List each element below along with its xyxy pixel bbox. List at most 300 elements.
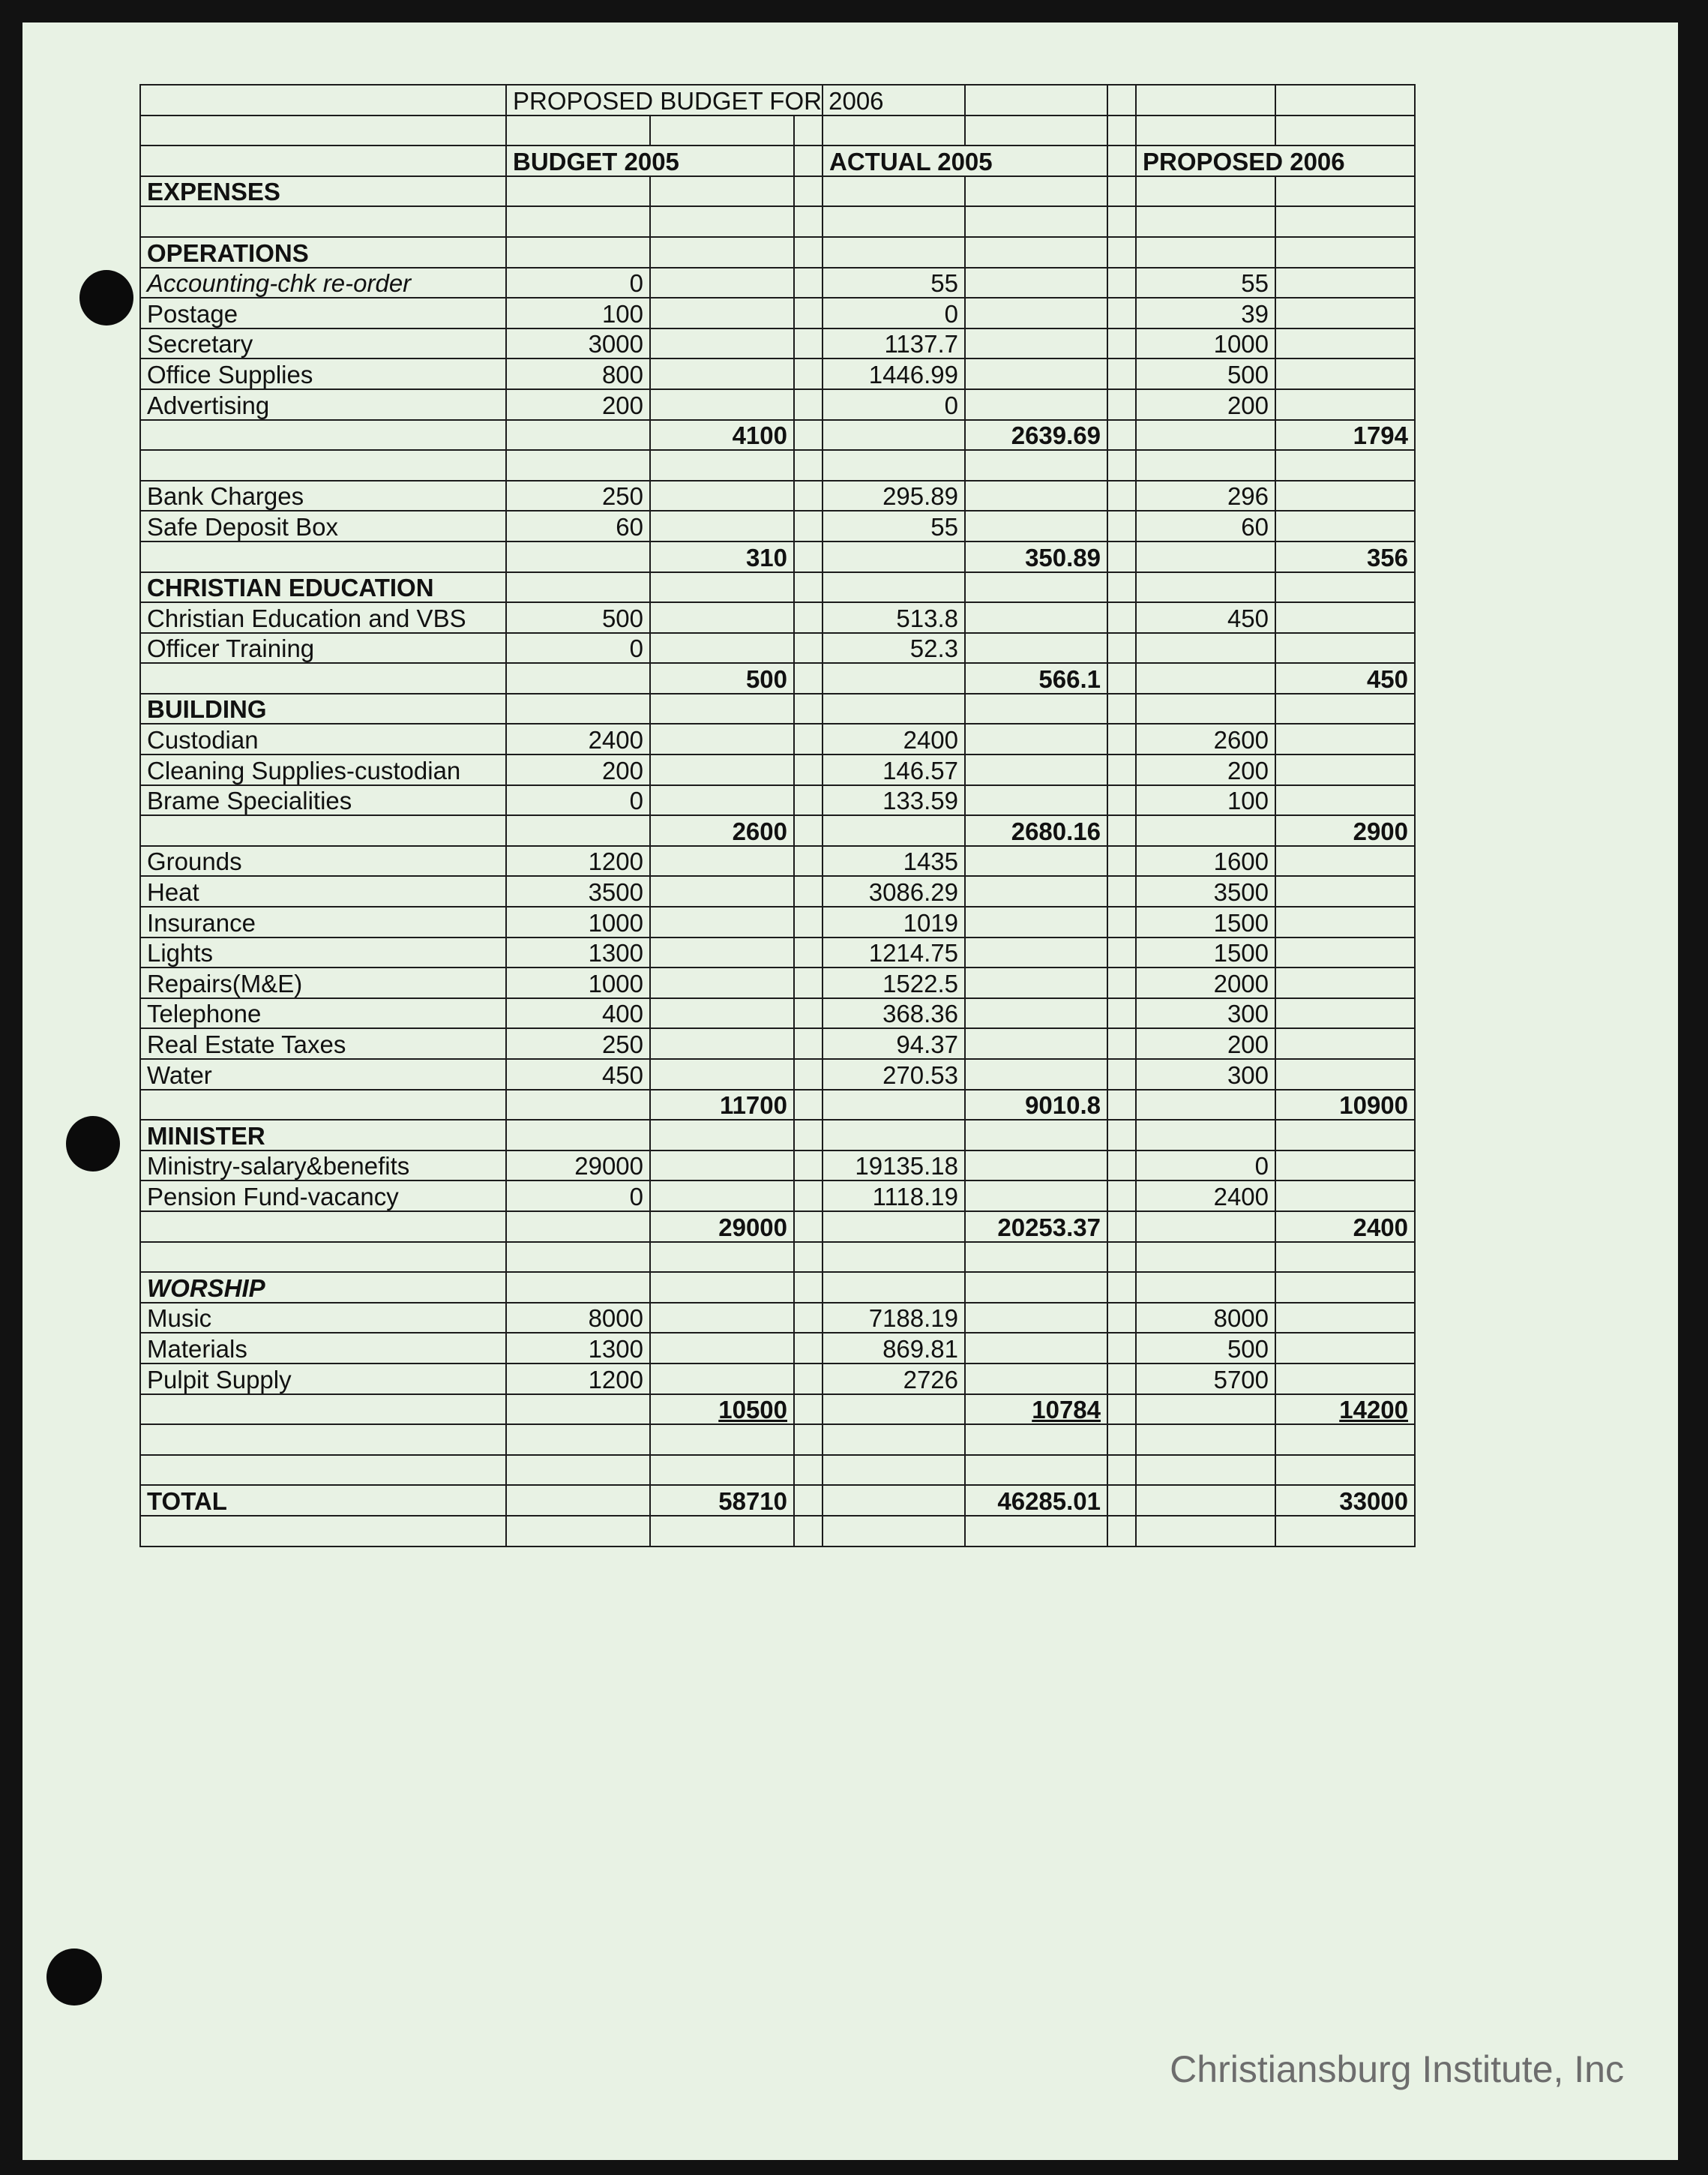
table-row bbox=[140, 724, 1415, 754]
actual-2005-item bbox=[823, 206, 965, 237]
budget-2005-item: 1200 bbox=[506, 846, 650, 877]
budget-2005-subtotal bbox=[650, 694, 794, 724]
table-row bbox=[140, 1516, 1415, 1546]
budget-2005-item bbox=[506, 572, 650, 603]
actual-2005-item: 295.89 bbox=[823, 481, 965, 512]
proposed-2006-item: 39 bbox=[1136, 298, 1275, 328]
gap bbox=[794, 1424, 823, 1455]
budget-2005-item: 29000 bbox=[506, 1150, 650, 1181]
gap bbox=[1107, 663, 1136, 694]
line-item-label: Bank Charges bbox=[140, 481, 506, 512]
proposed-2006-subtotal bbox=[1275, 694, 1415, 724]
proposed-2006-subtotal bbox=[1275, 328, 1415, 359]
proposed-2006-item: 2600 bbox=[1136, 724, 1275, 754]
budget-2005-item bbox=[506, 1485, 650, 1516]
proposed-2006-subtotal bbox=[1275, 511, 1415, 542]
line-item-label: Music bbox=[140, 1303, 506, 1334]
line-item-label: BUILDING bbox=[140, 694, 506, 724]
actual-2005-item: 52.3 bbox=[823, 633, 965, 664]
budget-2005-subtotal bbox=[650, 1150, 794, 1181]
actual-2005-subtotal bbox=[965, 1364, 1107, 1394]
proposed-2006-item: 2400 bbox=[1136, 1180, 1275, 1211]
proposed-2006-subtotal bbox=[1275, 1303, 1415, 1334]
table-row bbox=[140, 938, 1415, 968]
budget-2005-subtotal bbox=[650, 176, 794, 207]
budget-2005-subtotal bbox=[650, 633, 794, 664]
proposed-2006-subtotal bbox=[1275, 1150, 1415, 1181]
table-row bbox=[140, 1059, 1415, 1090]
proposed-2006-item: 296 bbox=[1136, 481, 1275, 512]
budget-2005-item bbox=[506, 1272, 650, 1303]
budget-2005-item bbox=[506, 1090, 650, 1120]
gap bbox=[1107, 602, 1136, 633]
actual-2005-item bbox=[823, 542, 965, 572]
gap bbox=[794, 268, 823, 298]
actual-2005-subtotal: 10784 bbox=[965, 1394, 1107, 1425]
gap bbox=[794, 846, 823, 877]
actual-2005-subtotal bbox=[965, 268, 1107, 298]
proposed-2006-subtotal: 450 bbox=[1275, 663, 1415, 694]
proposed-2006-subtotal bbox=[1275, 785, 1415, 816]
gap bbox=[1107, 1180, 1136, 1211]
line-item-label bbox=[140, 420, 506, 451]
actual-2005-subtotal bbox=[965, 206, 1107, 237]
proposed-2006-item: 1500 bbox=[1136, 938, 1275, 968]
table-row bbox=[140, 511, 1415, 542]
table-row bbox=[140, 542, 1415, 572]
actual-2005-subtotal bbox=[965, 876, 1107, 907]
table-row bbox=[140, 633, 1415, 664]
actual-2005-item bbox=[823, 1211, 965, 1242]
proposed-2006-item: 5700 bbox=[1136, 1364, 1275, 1394]
gap bbox=[794, 724, 823, 754]
budget-2005-subtotal bbox=[650, 938, 794, 968]
proposed-2006-subtotal bbox=[1275, 389, 1415, 420]
actual-2005-item bbox=[823, 694, 965, 724]
proposed-2006-subtotal: 1794 bbox=[1275, 420, 1415, 451]
table-row bbox=[140, 1028, 1415, 1059]
proposed-2006-item: 500 bbox=[1136, 1333, 1275, 1364]
gap bbox=[1107, 1364, 1136, 1394]
table-row bbox=[140, 1364, 1415, 1394]
actual-2005-item: 0 bbox=[823, 298, 965, 328]
table-row bbox=[140, 998, 1415, 1029]
budget-2005-item: 1300 bbox=[506, 938, 650, 968]
actual-2005-item: 2726 bbox=[823, 1364, 965, 1394]
actual-2005-item: 1446.99 bbox=[823, 358, 965, 389]
budget-2005-subtotal bbox=[650, 1424, 794, 1455]
line-item-label: Christian Education and VBS bbox=[140, 602, 506, 633]
budget-2005-subtotal bbox=[650, 1180, 794, 1211]
budget-2005-subtotal: 2600 bbox=[650, 815, 794, 846]
table-row bbox=[140, 268, 1415, 298]
actual-2005-subtotal bbox=[965, 1059, 1107, 1090]
spacer-row bbox=[140, 116, 1415, 146]
gap bbox=[1107, 1242, 1136, 1273]
gap bbox=[794, 602, 823, 633]
actual-2005-subtotal bbox=[965, 754, 1107, 785]
actual-2005-item bbox=[823, 1516, 965, 1546]
budget-2005-item: 400 bbox=[506, 998, 650, 1029]
gap bbox=[794, 328, 823, 359]
budget-2005-item bbox=[506, 206, 650, 237]
budget-2005-item: 1000 bbox=[506, 907, 650, 938]
budget-2005-subtotal bbox=[650, 1364, 794, 1394]
column-header-proposed-2006: PROPOSED 2006 bbox=[1136, 146, 1415, 176]
proposed-2006-subtotal bbox=[1275, 998, 1415, 1029]
actual-2005-item: 55 bbox=[823, 511, 965, 542]
actual-2005-subtotal bbox=[965, 938, 1107, 968]
gap bbox=[794, 1120, 823, 1150]
budget-2005-subtotal bbox=[650, 1516, 794, 1546]
actual-2005-item: 1522.5 bbox=[823, 968, 965, 998]
actual-2005-item bbox=[823, 1394, 965, 1425]
line-item-label bbox=[140, 1455, 506, 1486]
gap bbox=[794, 1394, 823, 1425]
gap bbox=[1107, 968, 1136, 998]
gap bbox=[794, 1364, 823, 1394]
title-row bbox=[140, 85, 1415, 116]
budget-2005-item: 250 bbox=[506, 481, 650, 512]
actual-2005-item: 869.81 bbox=[823, 1333, 965, 1364]
gap bbox=[794, 1272, 823, 1303]
gap bbox=[794, 298, 823, 328]
proposed-2006-subtotal bbox=[1275, 907, 1415, 938]
actual-2005-item: 0 bbox=[823, 389, 965, 420]
proposed-2006-subtotal bbox=[1275, 1455, 1415, 1486]
actual-2005-subtotal bbox=[965, 1333, 1107, 1364]
budget-2005-item: 0 bbox=[506, 633, 650, 664]
line-item-label: Safe Deposit Box bbox=[140, 511, 506, 542]
budget-title: PROPOSED BUDGET FOR 2006 bbox=[506, 85, 823, 116]
proposed-2006-item bbox=[1136, 237, 1275, 268]
actual-2005-subtotal bbox=[965, 1242, 1107, 1273]
budget-2005-subtotal bbox=[650, 328, 794, 359]
budget-2005-item bbox=[506, 420, 650, 451]
actual-2005-subtotal bbox=[965, 237, 1107, 268]
actual-2005-item bbox=[823, 1485, 965, 1516]
table-row bbox=[140, 1272, 1415, 1303]
budget-2005-item bbox=[506, 1394, 650, 1425]
gap bbox=[794, 237, 823, 268]
budget-2005-item: 200 bbox=[506, 754, 650, 785]
gap bbox=[794, 876, 823, 907]
gap bbox=[1107, 542, 1136, 572]
actual-2005-subtotal bbox=[965, 846, 1107, 877]
table-row bbox=[140, 1211, 1415, 1242]
proposed-2006-item: 55 bbox=[1136, 268, 1275, 298]
proposed-2006-subtotal bbox=[1275, 1424, 1415, 1455]
actual-2005-subtotal bbox=[965, 907, 1107, 938]
gap bbox=[1107, 1485, 1136, 1516]
gap bbox=[1107, 1455, 1136, 1486]
actual-2005-subtotal bbox=[965, 450, 1107, 481]
actual-2005-item: 3086.29 bbox=[823, 876, 965, 907]
proposed-2006-item: 0 bbox=[1136, 1150, 1275, 1181]
budget-2005-item: 3500 bbox=[506, 876, 650, 907]
proposed-2006-item bbox=[1136, 572, 1275, 603]
gap bbox=[794, 694, 823, 724]
actual-2005-subtotal bbox=[965, 1455, 1107, 1486]
gap bbox=[794, 542, 823, 572]
proposed-2006-item: 3500 bbox=[1136, 876, 1275, 907]
line-item-label: WORSHIP bbox=[140, 1272, 506, 1303]
actual-2005-subtotal bbox=[965, 1303, 1107, 1334]
gap bbox=[1107, 785, 1136, 816]
actual-2005-subtotal bbox=[965, 481, 1107, 512]
gap bbox=[794, 389, 823, 420]
gap bbox=[1107, 450, 1136, 481]
budget-2005-subtotal bbox=[650, 450, 794, 481]
proposed-2006-subtotal bbox=[1275, 724, 1415, 754]
line-item-label: Heat bbox=[140, 876, 506, 907]
budget-2005-item bbox=[506, 450, 650, 481]
gap bbox=[794, 938, 823, 968]
gap bbox=[1107, 268, 1136, 298]
proposed-2006-item: 100 bbox=[1136, 785, 1275, 816]
budget-2005-subtotal bbox=[650, 511, 794, 542]
proposed-2006-subtotal bbox=[1275, 876, 1415, 907]
proposed-2006-item bbox=[1136, 1272, 1275, 1303]
budget-2005-subtotal bbox=[650, 1272, 794, 1303]
budget-2005-item: 200 bbox=[506, 389, 650, 420]
table-row bbox=[140, 450, 1415, 481]
proposed-2006-item bbox=[1136, 450, 1275, 481]
proposed-2006-item bbox=[1136, 542, 1275, 572]
actual-2005-subtotal bbox=[965, 724, 1107, 754]
line-item-label: OPERATIONS bbox=[140, 237, 506, 268]
actual-2005-item bbox=[823, 815, 965, 846]
line-item-label bbox=[140, 1090, 506, 1120]
actual-2005-item bbox=[823, 1242, 965, 1273]
proposed-2006-subtotal: 14200 bbox=[1275, 1394, 1415, 1425]
gap bbox=[794, 633, 823, 664]
actual-2005-item: 1214.75 bbox=[823, 938, 965, 968]
actual-2005-subtotal bbox=[965, 633, 1107, 664]
line-item-label: Lights bbox=[140, 938, 506, 968]
budget-2005-subtotal bbox=[650, 754, 794, 785]
actual-2005-subtotal bbox=[965, 1028, 1107, 1059]
table-row bbox=[140, 1120, 1415, 1150]
budget-2005-item bbox=[506, 1120, 650, 1150]
gap bbox=[1107, 1090, 1136, 1120]
gap bbox=[1107, 206, 1136, 237]
gap bbox=[794, 1211, 823, 1242]
actual-2005-item bbox=[823, 1090, 965, 1120]
line-item-label: Materials bbox=[140, 1333, 506, 1364]
line-item-label: Office Supplies bbox=[140, 358, 506, 389]
gap bbox=[794, 1485, 823, 1516]
line-item-label: Cleaning Supplies-custodian bbox=[140, 754, 506, 785]
budget-2005-item bbox=[506, 176, 650, 207]
actual-2005-subtotal bbox=[965, 1424, 1107, 1455]
line-item-label: Pension Fund-vacancy bbox=[140, 1180, 506, 1211]
budget-2005-item bbox=[506, 815, 650, 846]
line-item-label: Grounds bbox=[140, 846, 506, 877]
proposed-2006-subtotal bbox=[1275, 602, 1415, 633]
line-item-label: Custodian bbox=[140, 724, 506, 754]
budget-2005-subtotal bbox=[650, 1455, 794, 1486]
gap bbox=[794, 1090, 823, 1120]
gap bbox=[794, 754, 823, 785]
proposed-2006-subtotal bbox=[1275, 754, 1415, 785]
actual-2005-subtotal bbox=[965, 1120, 1107, 1150]
actual-2005-subtotal: 2639.69 bbox=[965, 420, 1107, 451]
line-item-label: Insurance bbox=[140, 907, 506, 938]
budget-2005-subtotal bbox=[650, 1028, 794, 1059]
proposed-2006-item bbox=[1136, 1090, 1275, 1120]
actual-2005-item bbox=[823, 450, 965, 481]
actual-2005-item bbox=[823, 1424, 965, 1455]
gap bbox=[1107, 1516, 1136, 1546]
table-row bbox=[140, 572, 1415, 603]
proposed-2006-item: 300 bbox=[1136, 998, 1275, 1029]
line-item-label: Repairs(M&E) bbox=[140, 968, 506, 998]
proposed-2006-subtotal bbox=[1275, 358, 1415, 389]
table-row bbox=[140, 907, 1415, 938]
gap bbox=[794, 815, 823, 846]
actual-2005-subtotal bbox=[965, 1150, 1107, 1181]
gap bbox=[794, 420, 823, 451]
budget-2005-subtotal: 310 bbox=[650, 542, 794, 572]
budget-2005-subtotal bbox=[650, 481, 794, 512]
gap bbox=[794, 907, 823, 938]
budget-2005-item bbox=[506, 542, 650, 572]
gap bbox=[794, 358, 823, 389]
budget-2005-item bbox=[506, 237, 650, 268]
gap bbox=[1107, 237, 1136, 268]
proposed-2006-item: 200 bbox=[1136, 389, 1275, 420]
line-item-label bbox=[140, 542, 506, 572]
binder-hole bbox=[79, 270, 133, 326]
proposed-2006-subtotal bbox=[1275, 1242, 1415, 1273]
table-row bbox=[140, 420, 1415, 451]
gap bbox=[1107, 1028, 1136, 1059]
actual-2005-subtotal bbox=[965, 328, 1107, 359]
table-row bbox=[140, 1485, 1415, 1516]
gap bbox=[1107, 694, 1136, 724]
actual-2005-item: 7188.19 bbox=[823, 1303, 965, 1334]
budget-2005-subtotal bbox=[650, 1242, 794, 1273]
actual-2005-subtotal bbox=[965, 968, 1107, 998]
gap bbox=[794, 968, 823, 998]
budget-2005-subtotal bbox=[650, 1303, 794, 1334]
line-item-label: Water bbox=[140, 1059, 506, 1090]
gap bbox=[1107, 328, 1136, 359]
line-item-label: Accounting-chk re-order bbox=[140, 268, 506, 298]
actual-2005-subtotal: 566.1 bbox=[965, 663, 1107, 694]
proposed-2006-item: 60 bbox=[1136, 511, 1275, 542]
actual-2005-subtotal bbox=[965, 1272, 1107, 1303]
actual-2005-subtotal bbox=[965, 298, 1107, 328]
gap bbox=[794, 1180, 823, 1211]
gap bbox=[794, 1028, 823, 1059]
proposed-2006-subtotal bbox=[1275, 1272, 1415, 1303]
proposed-2006-subtotal bbox=[1275, 1364, 1415, 1394]
line-item-label bbox=[140, 1242, 506, 1273]
budget-2005-item: 1200 bbox=[506, 1364, 650, 1394]
budget-2005-item: 2400 bbox=[506, 724, 650, 754]
proposed-2006-item: 8000 bbox=[1136, 1303, 1275, 1334]
budget-2005-subtotal bbox=[650, 237, 794, 268]
gap bbox=[1107, 1059, 1136, 1090]
actual-2005-item: 513.8 bbox=[823, 602, 965, 633]
table-row bbox=[140, 237, 1415, 268]
line-item-label bbox=[140, 1516, 506, 1546]
table-row bbox=[140, 602, 1415, 633]
proposed-2006-subtotal bbox=[1275, 176, 1415, 207]
proposed-2006-item: 200 bbox=[1136, 754, 1275, 785]
gap bbox=[1107, 358, 1136, 389]
budget-2005-subtotal: 500 bbox=[650, 663, 794, 694]
proposed-2006-subtotal bbox=[1275, 1516, 1415, 1546]
budget-2005-item: 500 bbox=[506, 602, 650, 633]
gap bbox=[794, 663, 823, 694]
proposed-2006-item bbox=[1136, 1211, 1275, 1242]
column-header-row bbox=[140, 146, 1415, 176]
budget-2005-item: 800 bbox=[506, 358, 650, 389]
gap bbox=[794, 1333, 823, 1364]
table-row bbox=[140, 1424, 1415, 1455]
budget-2005-subtotal bbox=[650, 968, 794, 998]
gap bbox=[794, 1455, 823, 1486]
actual-2005-subtotal bbox=[965, 1180, 1107, 1211]
actual-2005-item bbox=[823, 420, 965, 451]
budget-2005-item: 100 bbox=[506, 298, 650, 328]
gap bbox=[1107, 846, 1136, 877]
gap bbox=[1107, 176, 1136, 207]
proposed-2006-subtotal bbox=[1275, 298, 1415, 328]
budget-2005-item bbox=[506, 1424, 650, 1455]
actual-2005-item: 94.37 bbox=[823, 1028, 965, 1059]
budget-2005-subtotal bbox=[650, 206, 794, 237]
budget-2005-subtotal bbox=[650, 268, 794, 298]
gap bbox=[794, 1242, 823, 1273]
gap bbox=[1107, 1333, 1136, 1364]
budget-2005-item bbox=[506, 663, 650, 694]
gap bbox=[1107, 815, 1136, 846]
table-row bbox=[140, 846, 1415, 877]
line-item-label bbox=[140, 663, 506, 694]
proposed-2006-item bbox=[1136, 1516, 1275, 1546]
budget-2005-item: 3000 bbox=[506, 328, 650, 359]
gap bbox=[794, 1516, 823, 1546]
gap bbox=[1107, 1272, 1136, 1303]
line-item-label: Telephone bbox=[140, 998, 506, 1029]
budget-2005-subtotal bbox=[650, 907, 794, 938]
table-row bbox=[140, 968, 1415, 998]
table-row bbox=[140, 876, 1415, 907]
proposed-2006-subtotal bbox=[1275, 1059, 1415, 1090]
table-row bbox=[140, 663, 1415, 694]
line-item-label bbox=[140, 1211, 506, 1242]
proposed-2006-subtotal bbox=[1275, 938, 1415, 968]
budget-2005-item: 1000 bbox=[506, 968, 650, 998]
gap bbox=[1107, 420, 1136, 451]
proposed-2006-item: 200 bbox=[1136, 1028, 1275, 1059]
proposed-2006-item bbox=[1136, 663, 1275, 694]
proposed-2006-item: 450 bbox=[1136, 602, 1275, 633]
line-item-label: Officer Training bbox=[140, 633, 506, 664]
gap bbox=[1107, 938, 1136, 968]
actual-2005-subtotal: 46285.01 bbox=[965, 1485, 1107, 1516]
actual-2005-item: 270.53 bbox=[823, 1059, 965, 1090]
budget-2005-subtotal bbox=[650, 572, 794, 603]
actual-2005-subtotal: 2680.16 bbox=[965, 815, 1107, 846]
gap bbox=[1107, 511, 1136, 542]
watermark: Christiansburg Institute, Inc bbox=[1170, 2048, 1624, 2090]
gap bbox=[794, 572, 823, 603]
